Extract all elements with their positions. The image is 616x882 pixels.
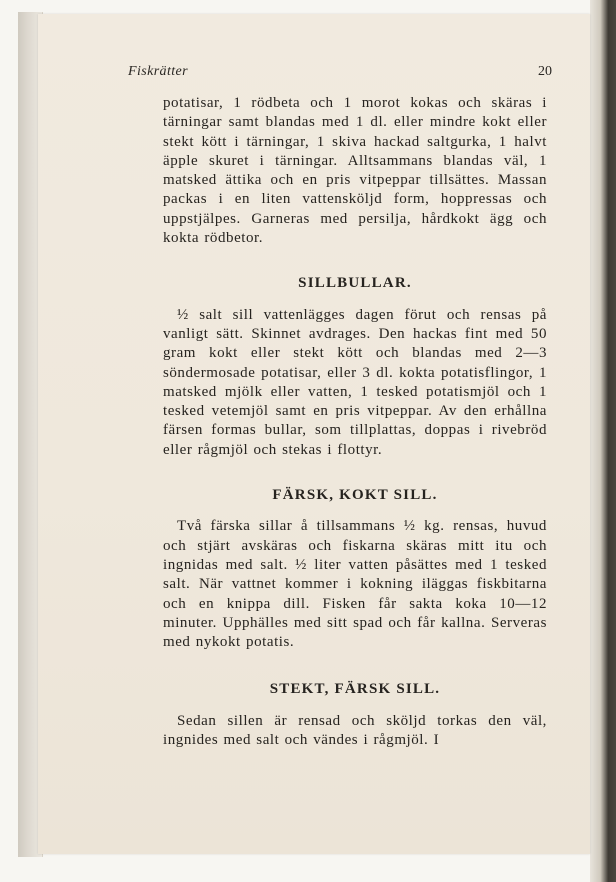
section-text-sillbullar: ½ salt sill vattenlägges dagen förut och rensas på vanligt sätt. Skinnet avdrages. Den hackas fint med 50 gram kokt eller stekt kött och blandas med 2—3 söndermosade potatisar, eller 3 dl. kokta potatisflingor, 1 matsked mjölk eller vatten, 1 tesked potatismjöl och 1 tesked vetemjöl samt en pris vitpeppar. Av den erhållna färsen formas bullar, som tillplattas, doppas i rivebröd eller rågmjöl och stekas i flottyr. xyxy=(163,306,547,458)
section-title-farsk-kokt-sill: FÄRSK, KOKT SILL. xyxy=(272,487,438,504)
paragraph-continuation: potatisar, 1 rödbeta och 1 morot kokas och skäras i tärningar samt blandas med 1 dl. eller mindre kokt eller stekt kött i tärningar, 1 skiva hackad saltgurka, 1 halvt äpple skuret i tärningar. Alltsammans blandas väl, 1 matsked ättika och en pris vitpeppar tillsättes. Massan packas i en liten vattensköljd form, hoppressas och uppstjälpes. Garneras med persilja, hårdkokt ägg och kokta rödbetor. xyxy=(163,95,547,247)
running-header xyxy=(128,64,552,84)
section-title-sillbullar: SILLBULLAR. xyxy=(298,275,412,292)
section-text-stekt-farsk-sill: Sedan sillen är rensad och sköljd torkas den väl, ingnides med salt och vändes i rågmjöl. I xyxy=(163,712,547,749)
page-number: 20 xyxy=(538,64,552,79)
page-edge-shadow xyxy=(590,0,616,882)
page-text xyxy=(163,94,547,750)
section-title-stekt-farsk-sill: STEKT, FÄRSK SILL. xyxy=(269,681,441,698)
running-title: Fiskrätter xyxy=(128,64,188,79)
section-text-farsk-kokt-sill: Två färska sillar å tillsammans ½ kg. rensas, huvud och stjärt avskäras och fiskarna skäras mitt itu och ingnidas med salt. ½ liter vatten påsättes med 1 tesked salt. När vattnet kommer i kokning iläggas fiskbitarna och en knippa dill. Fisken får sakta koka 10—12 minuter. Upphälles med sitt spad och får kallna. Serveras med nykokt potatis. xyxy=(163,518,547,651)
